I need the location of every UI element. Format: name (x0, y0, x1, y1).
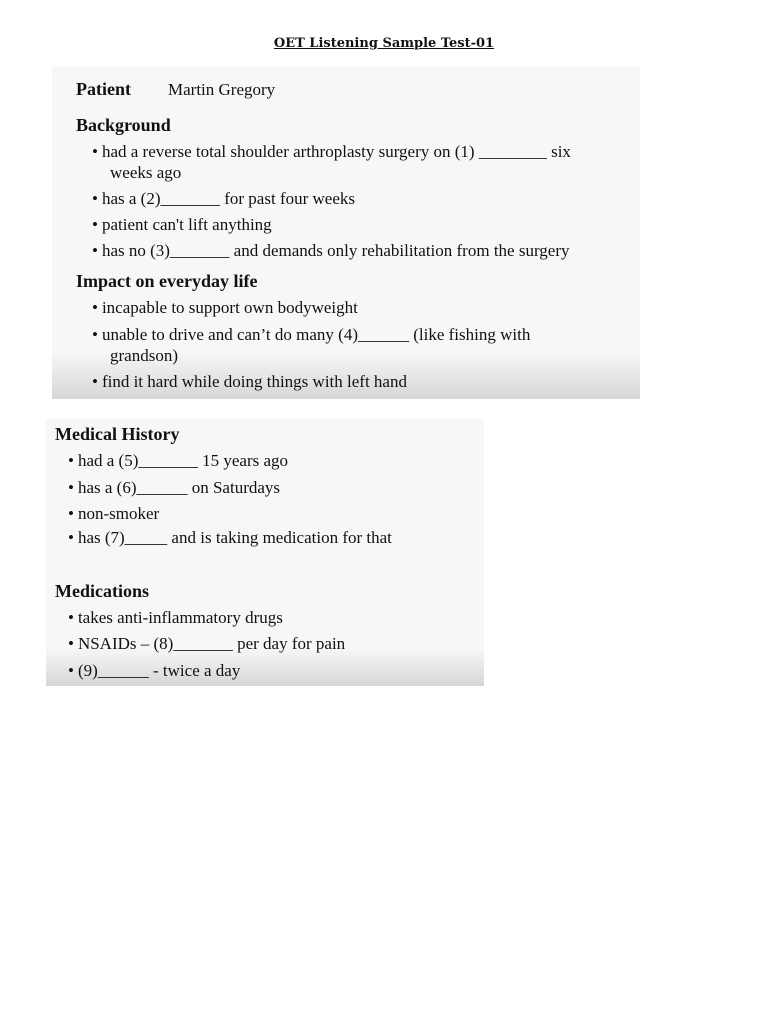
bullet-icon: • (68, 504, 74, 523)
background-item-3 (92, 215, 272, 235)
impact-item-2-continued: grandson) (110, 346, 178, 365)
impact-item-1-text: incapable to support own bodyweight (101, 298, 358, 317)
medications-item-3-text: (9)______ - twice a day (77, 661, 241, 680)
background-heading: Background (76, 115, 171, 135)
history-item-4 (68, 528, 392, 548)
bullet-icon: • (68, 608, 74, 627)
impact-item-2-text: unable to drive and can’t do many (4)______ (like fishing with (101, 325, 531, 344)
bullet-icon: • (68, 478, 74, 497)
impact-item-1 (92, 298, 358, 318)
medications-item-1-text: takes anti-inflammatory drugs (77, 608, 283, 627)
patient-label: Patient (76, 79, 131, 99)
history-item-1-text: had a (5)_______ 15 years ago (77, 451, 289, 470)
medications-heading: Medications (55, 581, 149, 601)
bullet-icon: • (68, 634, 74, 653)
history-item-2 (68, 478, 280, 498)
history-item-1 (68, 451, 288, 471)
background-item-1-text: had a reverse total shoulder arthroplasty surgery on (1) ________ six (101, 142, 571, 161)
background-item-1 (92, 142, 571, 162)
background-item-4-text: has no (3)_______ and demands only rehabilitation from the surgery (101, 241, 570, 260)
bullet-icon: • (92, 372, 98, 391)
background-item-4 (92, 241, 570, 261)
document-title: OET Listening Sample Test-01 (273, 36, 495, 51)
medications-item-3 (68, 661, 240, 681)
bullet-icon: • (92, 241, 98, 260)
bullet-icon: • (92, 215, 98, 234)
bullet-icon: • (92, 142, 98, 161)
history-item-3-text: non-smoker (77, 504, 160, 523)
medications-item-2-text: NSAIDs – (8)_______ per day for pain (77, 634, 346, 653)
medications-item-2 (68, 634, 345, 654)
bullet-icon: • (68, 528, 74, 547)
impact-item-3 (92, 372, 407, 392)
bullet-icon: • (68, 661, 74, 680)
background-item-3-text: patient can't lift anything (101, 215, 272, 234)
history-item-3 (68, 504, 159, 524)
bullet-icon: • (92, 189, 98, 208)
impact-item-3-text: find it hard while doing things with left hand (101, 372, 407, 391)
medical-history-heading: Medical History (55, 424, 180, 444)
background-item-2 (92, 189, 355, 209)
bullet-icon: • (92, 298, 98, 317)
background-item-2-text: has a (2)_______ for past four weeks (101, 189, 355, 208)
history-item-2-text: has a (6)______ on Saturdays (77, 478, 281, 497)
medications-item-1 (68, 608, 283, 628)
patient-name: Martin Gregory (168, 80, 276, 99)
background-item-1-continued: weeks ago (110, 163, 182, 182)
bullet-icon: • (92, 325, 98, 344)
bullet-icon: • (68, 451, 74, 470)
history-item-4-text: has (7)_____ and is taking medication for that (77, 528, 392, 547)
impact-item-2 (92, 325, 530, 345)
impact-heading: Impact on everyday life (76, 271, 258, 291)
